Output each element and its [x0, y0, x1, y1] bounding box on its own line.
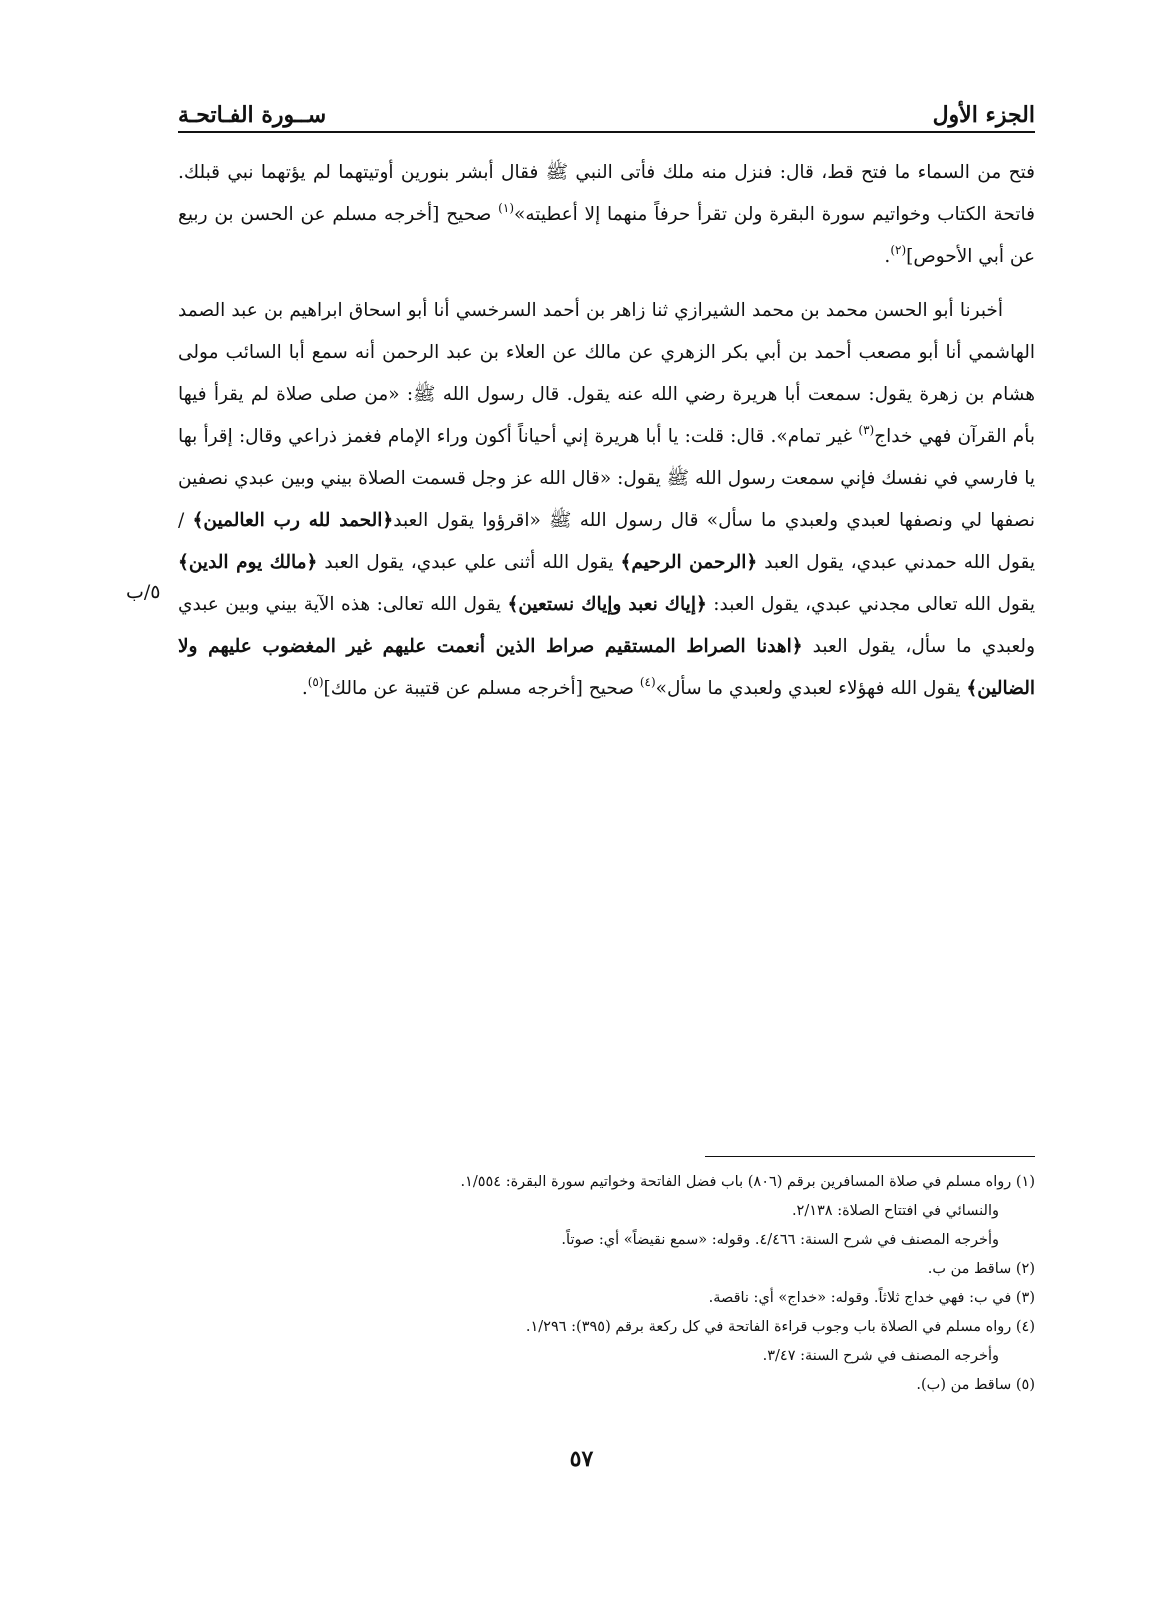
footnote-line: (٢) ساقط من ب. — [927, 1261, 1035, 1277]
quran-quote-4: ﴿إياك نعبد وإياك نستعين﴾ — [507, 594, 707, 615]
footnote-line: (٤) رواه مسلم في الصلاة باب وجوب قراءة الفاتحة في كل ركعة برقم (٣٩٥): ١/٢٩٦. — [525, 1319, 1035, 1335]
manuscript-folio-note: ٥/ب — [126, 581, 161, 603]
footnote-line: (٥) ساقط من (ب). — [916, 1377, 1035, 1393]
footnote-line: والنسائي في افتتاح الصلاة: ٢/١٣٨. — [791, 1203, 999, 1219]
footnote-ref-5[interactable]: (٥) — [307, 675, 324, 689]
footnote-rule — [705, 1156, 1035, 1157]
footnote-ref-2[interactable]: (٢) — [890, 243, 907, 257]
header-rule — [178, 131, 1035, 133]
footnote-line: (١) رواه مسلم في صلاة المسافرين برقم (٨٠٦) باب فضل الفاتحة وخواتيم سورة البقرة: ١/٥٥٤. — [460, 1174, 1035, 1190]
quran-quote-3: ﴿مالك يوم الدين﴾ — [178, 552, 318, 573]
quran-quote-1: ﴿الحمد لله رب العالمين﴾ — [192, 510, 394, 531]
footnotes — [178, 1168, 1035, 1400]
page-number: ٥٧ — [569, 1446, 594, 1472]
quran-quote-5: ﴿اهدنا الصراط المستقيم صراط الذين أنعمت عليهم غير المغضوب عليهم ولا الضالين﴾ — [178, 636, 1035, 699]
footnote-ref-1[interactable]: (١) — [498, 201, 514, 215]
quran-quote-2: ﴿الرحمن الرحيم﴾ — [620, 552, 758, 573]
footnote-ref-3[interactable]: (٣) — [858, 423, 875, 437]
footnote-ref-4[interactable]: (٤) — [639, 675, 656, 689]
paragraph-1: فتح من السماء ما فتح قط، قال: فنزل منه ملك فأتى النبي ﷺ فقال أبشر بنورين أوتيتهما لم يؤتهما نبي قبلك. فاتحة الكتاب وخواتيم سورة البقرة ولن تقرأ حرفاً منهما إلا أعطيته»$^{(١)}$ صحيح [أخرجه مسلم عن الحسن بن ربيع عن أبي الأحوص]$^{(٢)}$. — [178, 162, 1035, 267]
paragraph-2: أخبرنا أبو الحسن محمد بن محمد الشيرازي ثنا زاهر بن أحمد السرخسي أنا أبو اسحاق ابراهيم بن عبد الصمد الهاشمي أنا أبو مصعب أحمد بن أبي بكر الزهري عن مالك عن العلاء بن عبد الرحمن أنه سمع أبا السائب مولى هشام بن زهرة يقول: سمعت أبا هريرة رضي الله عنه يقول. قال رسول الله ﷺ: «من صلى صلاة لم يقرأ فيها بأم القرآن فهي خداج$^{(٣)}$ غير تمام». قال: قلت: يا أبا هريرة إني أحياناً أكون وراء الإمام فغمز ذراعي وقال: إقرأ بها يا فارسي في نفسك فإني سمعت رسول الله ﷺ يقول: «قال الله عز وجل قسمت الصلاة بيني وبين عبدي نصفين نصفها لي ونصفها لعبدي ولعبدي ما سأل» قال رسول الله ﷺ «اقرؤوا يقول العبد﴿الحمد لله رب العالمين﴾ / يقول الله حمدني عبدي، يقول العبد ﴿الرحمن الرحيم﴾ يقول الله أثنى علي عبدي، يقول العبد ﴿مالك يوم الدين﴾ يقول الله تعالى مجدني عبدي، يقول العبد: ﴿إياك نعبد وإياك نستعين﴾ يقول الله تعالى: هذه الآية بيني وبين عبدي ولعبدي ما سأل، يقول العبد ﴿اهدنا الصراط المستقيم صراط الذين أنعمت عليهم غير المغضوب عليهم ولا الضالين﴾ يقول الله فهؤلاء لعبدي ولعبدي ما سأل»$^{(٤)}$ صحيح [أخرجه مسلم عن قتيبة عن مالك]$^{(٥)}$. — [178, 300, 1035, 699]
main-text — [178, 152, 1035, 710]
header-part-title: الجزء الأول — [932, 102, 1035, 128]
footnote-line: (٣) في ب: فهي خداج ثلاثاً. وقوله: «خداج» أي: ناقصة. — [708, 1290, 1035, 1306]
footnote-line: وأخرجه المصنف في شرح السنة: ٤/٤٦٦. وقوله: «سمع نقيضاً» أي: صوتاً. — [561, 1232, 999, 1248]
footnote-line: وأخرجه المصنف في شرح السنة: ٣/٤٧. — [762, 1348, 999, 1364]
running-header — [178, 88, 1035, 128]
header-surah-title: ســورة الفـاتحـة — [178, 102, 327, 128]
